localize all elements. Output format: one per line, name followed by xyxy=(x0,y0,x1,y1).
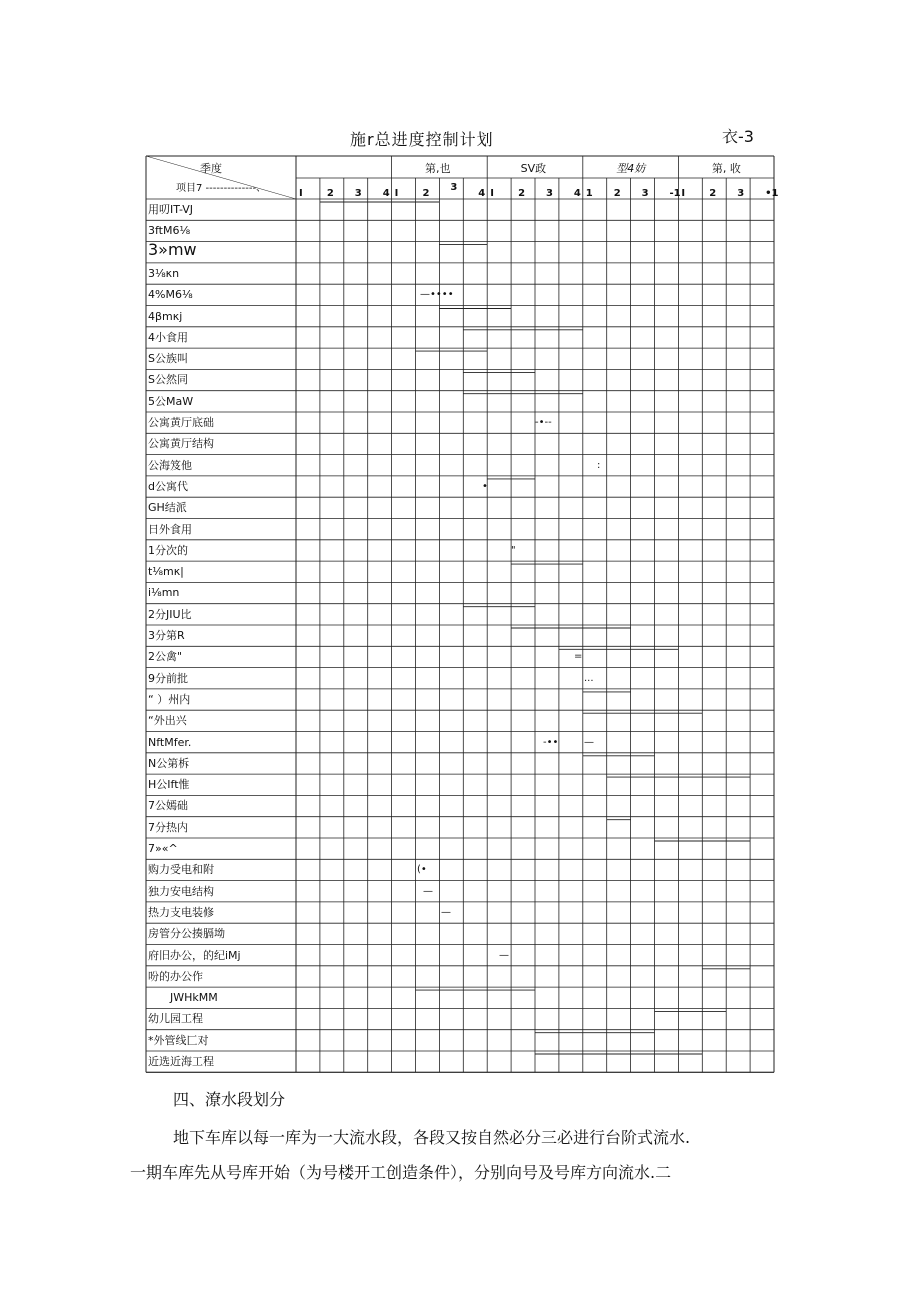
row-label: 幼儿园工程 xyxy=(148,1012,203,1026)
row-label: 日外食用 xyxy=(148,522,192,536)
chart-mark: — xyxy=(499,949,509,961)
paragraph-line-2: 一期车库先从号库开始（为号楼开工创造条件），分别向号及号库方向流水.二 xyxy=(130,1163,672,1182)
quarter-number: 2 xyxy=(518,188,526,199)
row-label: 3»mw xyxy=(148,239,197,259)
year-group-label: SV政 xyxy=(520,162,547,175)
row-label: S公族叫 xyxy=(148,352,188,366)
row-label: *外管线匚对 xyxy=(148,1033,209,1047)
row-label: 4小食用 xyxy=(148,330,188,344)
row-label: JWHkMM xyxy=(170,991,218,1005)
quarter-number: 4 xyxy=(382,188,390,199)
year-group-label: 型4妨 xyxy=(616,162,646,175)
year-group-label: 第, 收 xyxy=(711,162,741,175)
chart-mark: — xyxy=(441,906,451,918)
row-label: NftMfer. xyxy=(148,735,192,749)
row-label: 7公嫣础 xyxy=(148,799,188,813)
plan-title: 施r总进度控制计划 xyxy=(350,130,494,149)
row-label: 7分热内 xyxy=(148,820,188,834)
row-label: 3⅛κn xyxy=(148,266,180,280)
chart-mark: : xyxy=(597,459,601,471)
row-label: 3ftM6⅛ xyxy=(148,224,191,238)
quarter-number: 2 xyxy=(326,188,334,199)
row-label: “ ）州内 xyxy=(148,692,191,706)
quarter-number: 2 xyxy=(709,188,717,199)
quarter-number: 2 xyxy=(422,188,430,199)
quarter-number: •1 xyxy=(765,188,779,199)
row-label: 4%M6⅛ xyxy=(148,288,193,302)
quarter-number: I xyxy=(299,188,303,199)
quarter-number: 3 xyxy=(546,188,553,199)
chart-mark: -•-- xyxy=(535,417,552,428)
chart-mark: —•••• xyxy=(420,289,454,301)
row-label: 4βmκj xyxy=(148,309,183,323)
chart-mark: (• xyxy=(417,864,427,876)
chart-mark: " xyxy=(511,544,516,556)
row-label: t⅛mκ| xyxy=(148,565,184,579)
quarter-number: 3 xyxy=(450,182,458,193)
season-header: 季度 xyxy=(200,162,222,175)
row-label: 公寓黄厅结构 xyxy=(148,437,214,451)
quarter-number: 3 xyxy=(737,188,745,199)
row-label: 2公禽" xyxy=(148,650,183,664)
row-label: 公寓黄厅底础 xyxy=(148,416,214,429)
row-label: 公海笈他 xyxy=(148,458,192,472)
table-number: 衣-3 xyxy=(722,127,754,146)
item-header: 项目7 --------------、 xyxy=(176,183,267,194)
quarter-number: I xyxy=(681,188,686,199)
row-label: 热力支电装修 xyxy=(148,905,214,919)
row-label: d公寓代 xyxy=(148,479,188,493)
row-label: 近选近海工程 xyxy=(148,1055,214,1068)
quarter-number: 4 xyxy=(573,188,581,199)
row-label: H公Ift惟 xyxy=(148,778,190,792)
row-label: N公第柝 xyxy=(148,756,190,770)
quarter-number: 4 xyxy=(478,188,486,199)
quarter-number: 1 xyxy=(585,188,593,199)
chart-mark: — xyxy=(423,885,433,897)
row-label: 2分JIU比 xyxy=(148,607,192,621)
row-label: 1分次的 xyxy=(148,543,188,557)
row-label: 9分前批 xyxy=(148,671,188,685)
paragraph-line-1: 地下车库以每一库为一大流水段，各段又按自然必分三必进行台阶式流水. xyxy=(173,1128,691,1147)
row-label: GH结派 xyxy=(148,501,187,515)
quarter-number: I xyxy=(490,188,494,199)
quarter-number: I xyxy=(394,188,399,199)
row-label: i⅛mn xyxy=(148,586,180,600)
quarter-number: 3 xyxy=(354,188,362,199)
row-label: 府旧办公，的纪iMj xyxy=(148,948,241,962)
row-label: 7»«^ xyxy=(148,842,178,855)
chart-mark: — xyxy=(584,736,594,748)
chart-mark: ... xyxy=(584,672,594,684)
row-label: 3分第R xyxy=(148,629,185,642)
row-label: S公然同 xyxy=(148,373,188,387)
quarter-number: -1 xyxy=(669,188,681,199)
row-label: 购力受电和附 xyxy=(148,863,214,877)
quarter-number: 2 xyxy=(613,188,621,199)
quarter-number: 3 xyxy=(641,188,649,199)
row-label: 房管分公揍膈坳 xyxy=(148,927,225,941)
row-label: 用叨IT-VJ xyxy=(148,203,194,216)
chart-mark: -•• xyxy=(543,736,559,748)
row-label: “外出兴 xyxy=(148,714,187,728)
year-group-label: 第,也 xyxy=(425,162,451,175)
row-label: 5公MaW xyxy=(148,394,194,408)
chart-mark: • xyxy=(482,480,488,492)
section-heading: 四、潦水段划分 xyxy=(173,1090,286,1109)
row-label: 独力安电结构 xyxy=(148,884,214,898)
chart-mark: = xyxy=(574,651,583,663)
row-label: 吩的办公作 xyxy=(148,969,203,983)
